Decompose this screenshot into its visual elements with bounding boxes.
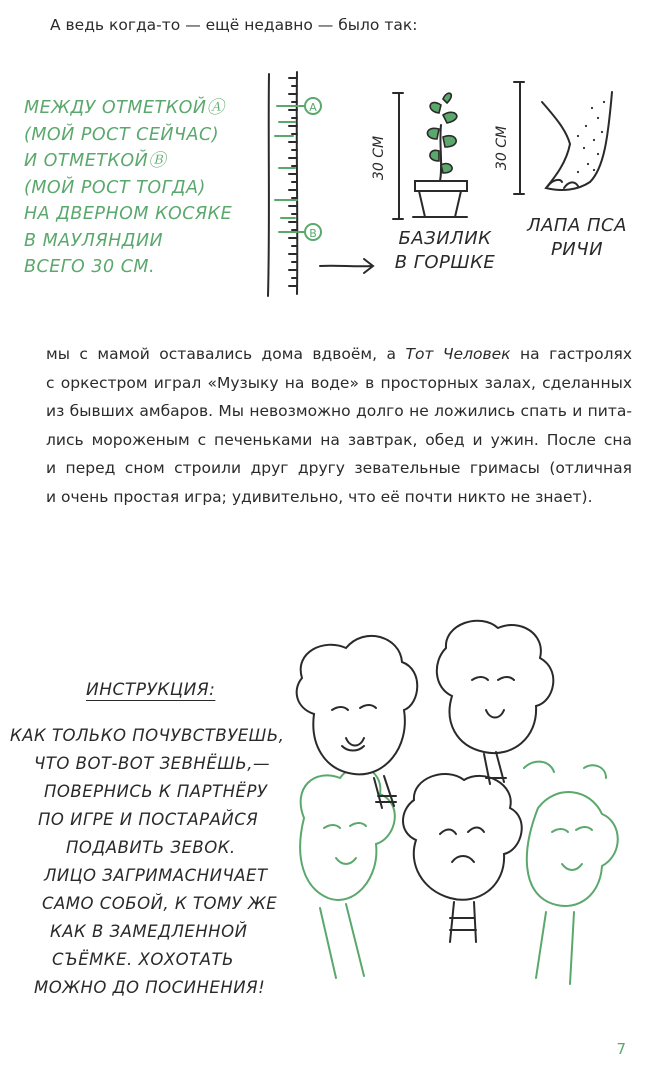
instruction-line: ПОВЕРНИСЬ К ПАРТНЁРУ xyxy=(44,782,268,801)
paragraph-line: лись мороженым с печеньками на завтрак, обед и ужин. После сна xyxy=(46,430,632,449)
paw-caption xyxy=(522,214,632,262)
note-line: (МОЙ РОСТ ТОГДА) xyxy=(24,177,206,198)
instruction-line: КАК В ЗАМЕДЛЕННОЙ xyxy=(50,922,248,941)
intro-line: А ведь когда-то — ещё недавно — было так: xyxy=(50,16,418,34)
paw-caption-line: РИЧИ xyxy=(550,239,604,260)
instruction-line: МОЖНО ДО ПОСИНЕНИЯ! xyxy=(34,978,266,997)
yawning-faces-illustration xyxy=(284,618,634,998)
paragraph-line: с оркестром играл «Музыку на воде» в просторных залах, сделанных xyxy=(46,373,632,392)
note-line: (МОЙ РОСТ СЕЙЧАС) xyxy=(24,124,220,145)
instruction-line: САМО СОБОЙ, К ТОМУ ЖЕ xyxy=(42,894,278,913)
paw-size-label: 30 СМ xyxy=(494,125,511,171)
height-note xyxy=(24,95,264,281)
paragraph-line: из бывших амбаров. Мы невозможно долго не ложились спать и пита- xyxy=(46,402,632,421)
main-paragraph xyxy=(46,340,632,512)
paragraph-line: и перед сном строили друг другу зевательные гримасы (отличная xyxy=(46,459,632,478)
paragraph-line xyxy=(46,340,632,369)
basil-caption-line: БАЗИЛИК xyxy=(398,228,492,249)
basil-caption-line: В ГОРШКЕ xyxy=(394,252,496,273)
basil-caption xyxy=(393,227,497,275)
instruction-line: ЛИЦО ЗАГРИМАСНИЧАЕТ xyxy=(44,866,268,885)
instruction-line: КАК ТОЛЬКО ПОЧУВСТВУЕШЬ, xyxy=(10,726,285,745)
instruction-line: ПО ИГРЕ И ПОСТАРАЙСЯ xyxy=(38,810,259,829)
note-line: МЕЖДУ ОТМЕТКОЙⒶ xyxy=(24,98,225,118)
note-line: В МАУЛЯНДИИ xyxy=(24,230,164,251)
arrow-icon xyxy=(318,254,378,278)
instructions-text xyxy=(6,722,296,1002)
instruction-line: СЪЁМКЕ. ХОХОТАТЬ xyxy=(52,950,234,969)
instructions-title: ИНСТРУКЦИЯ: xyxy=(86,680,216,700)
instruction-line: ЧТО ВОТ-ВОТ ЗЕВНЁШЬ,— xyxy=(34,754,270,773)
paragraph-line: и очень простая игра; удивительно, что её почти никто не знает). xyxy=(46,487,593,506)
note-line: НА ДВЕРНОМ КОСЯКЕ xyxy=(24,204,233,224)
paw-caption-line: ЛАПА ПСА xyxy=(527,215,627,236)
basil-size-label: 30 СМ xyxy=(371,135,388,181)
paragraph-text: мы с мамой оставались дома вдвоём, а xyxy=(46,345,406,363)
note-line: И ОТМЕТКОЙⒷ xyxy=(24,151,167,171)
instruction-line: ПОДАВИТЬ ЗЕВОК. xyxy=(66,838,236,857)
paragraph-text: на гастролях xyxy=(510,345,633,363)
page-number: 7 xyxy=(616,1040,626,1058)
paragraph-italic: Тот Человек xyxy=(405,345,511,363)
mark-b-label: B xyxy=(309,227,317,240)
basil-pot-illustration xyxy=(385,85,480,235)
dog-paw-illustration xyxy=(508,78,633,208)
mark-a-label: A xyxy=(309,101,317,114)
note-line: ВСЕГО 30 СМ. xyxy=(24,257,156,277)
